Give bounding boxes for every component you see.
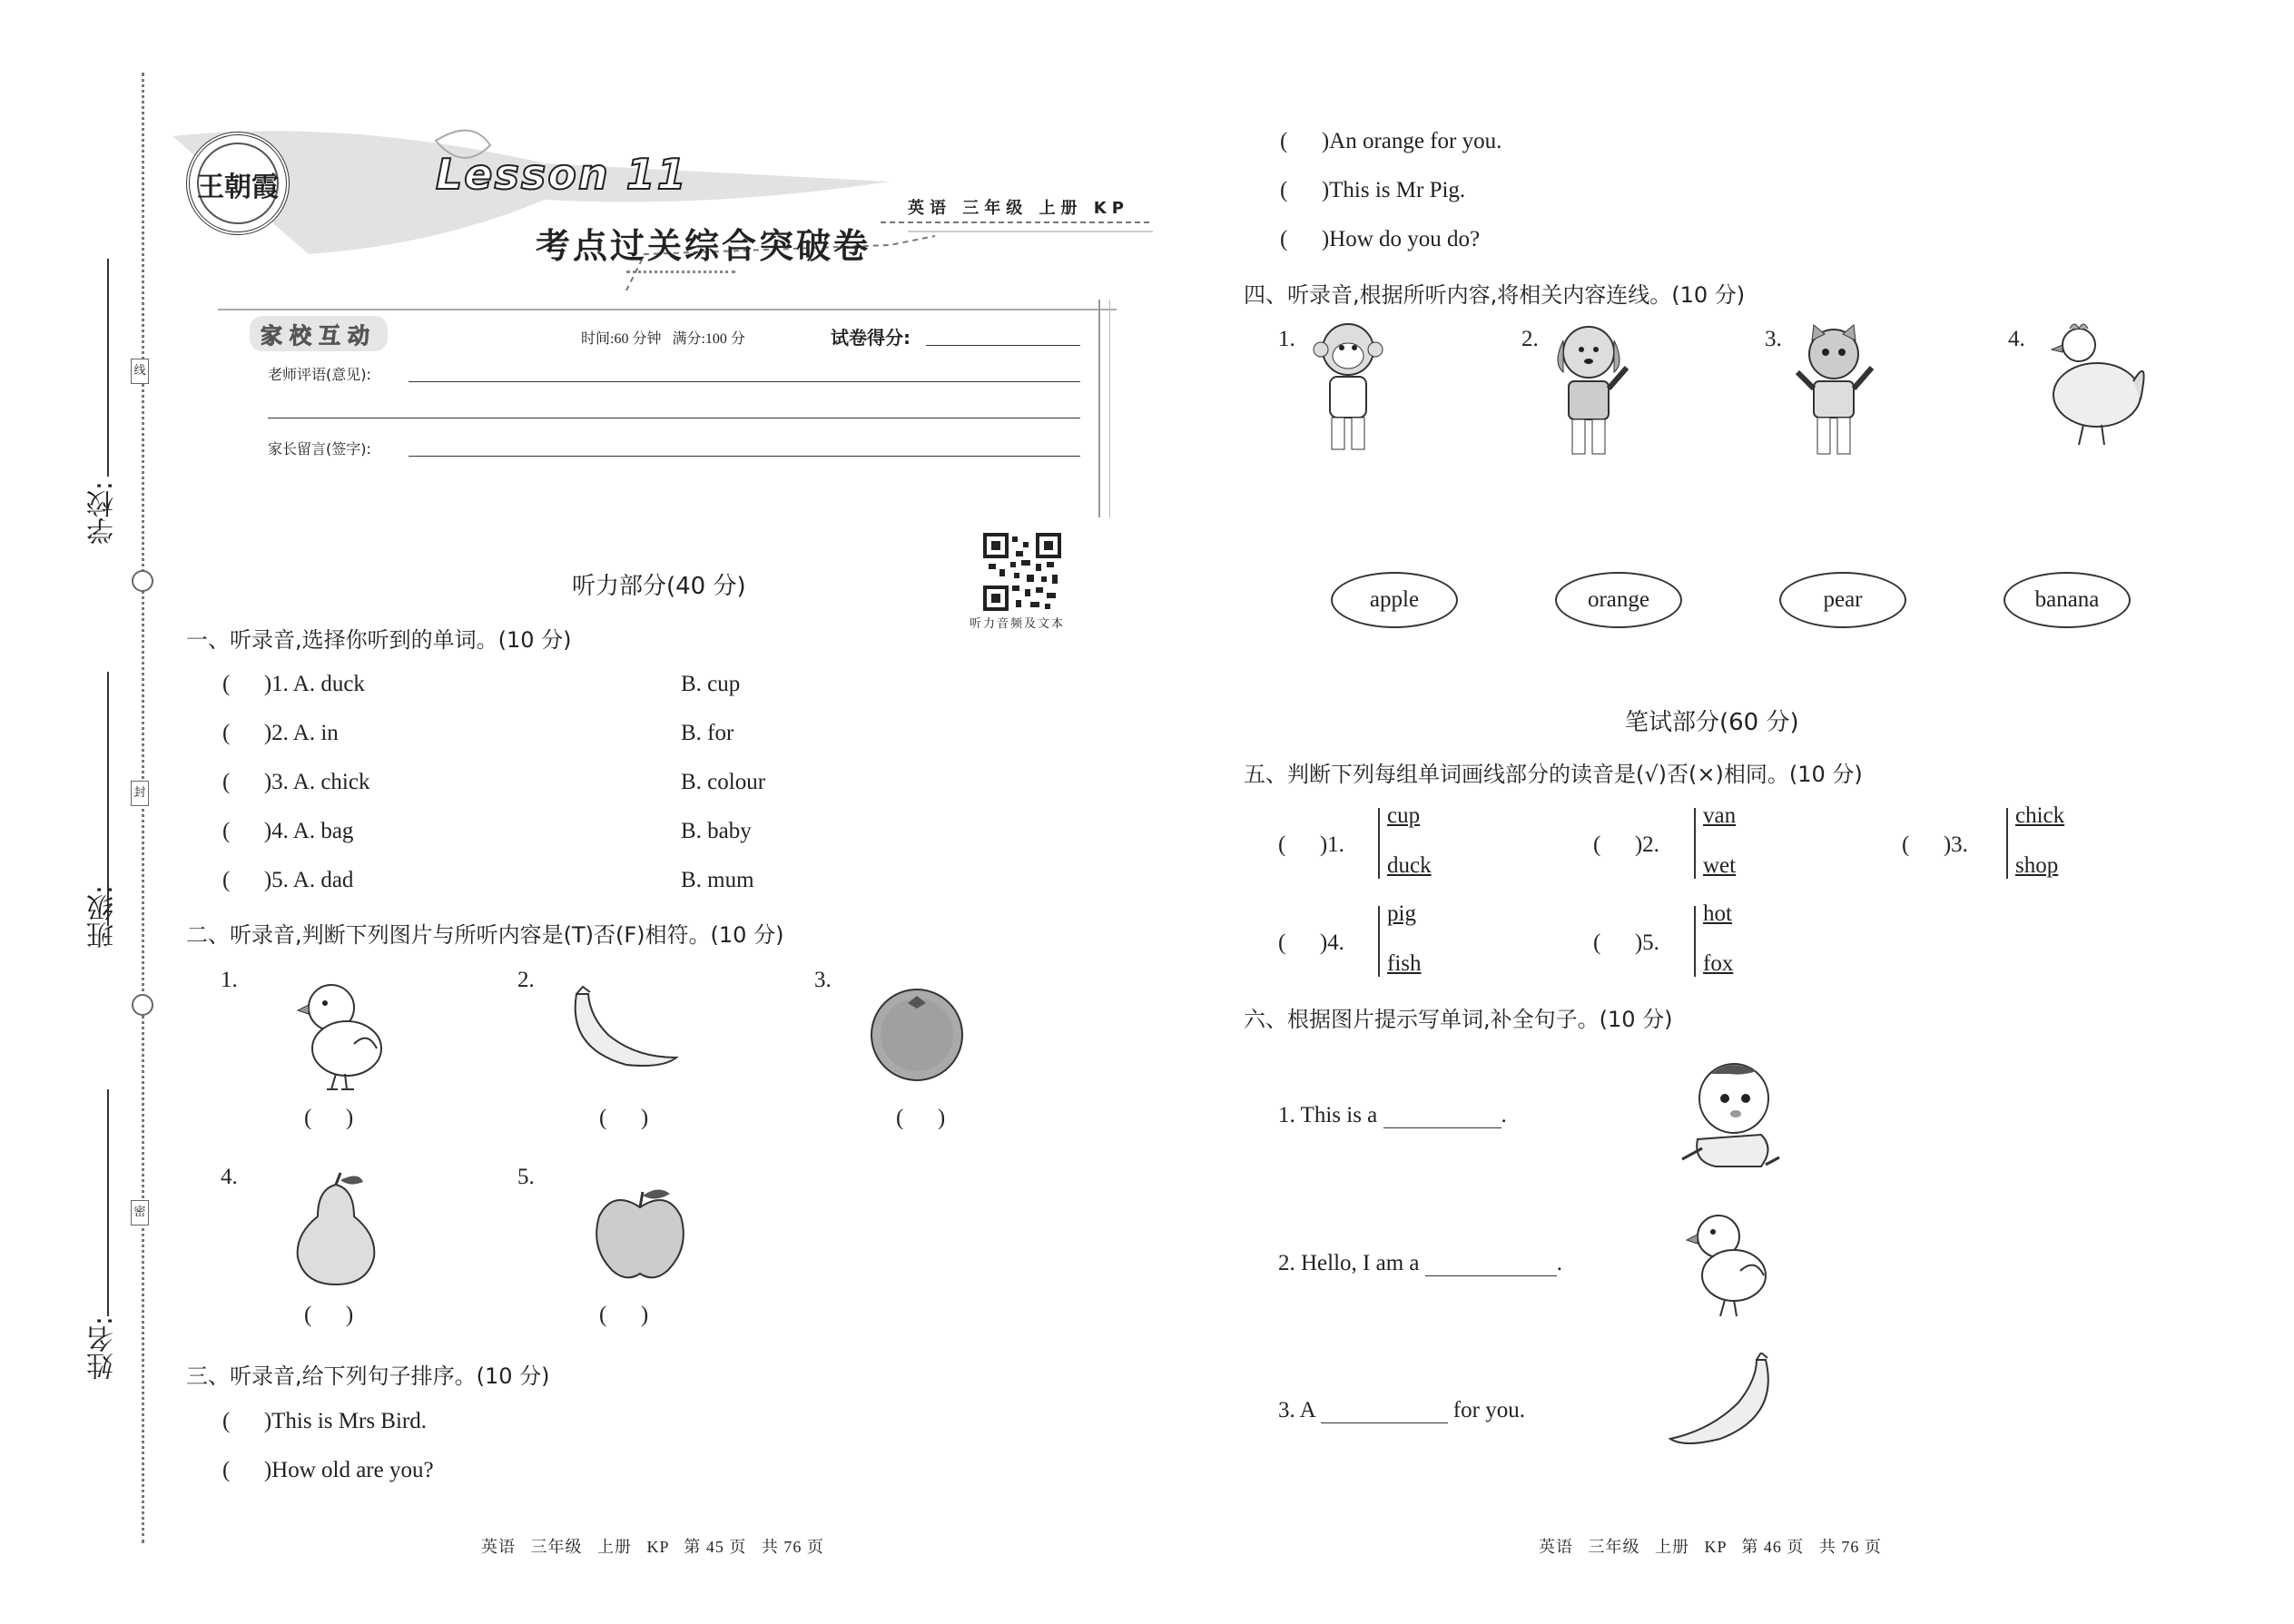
word-oval-apple[interactable]: apple: [1331, 572, 1458, 628]
bracket: [1694, 906, 1696, 977]
word-oval-orange[interactable]: orange: [1555, 572, 1682, 628]
answer-blank[interactable]: (: [1280, 227, 1322, 251]
word-top: [2015, 803, 2064, 829]
answer-blank[interactable]: (: [1280, 129, 1322, 153]
teacher-comment-label: 老师评语(意见):: [268, 366, 371, 383]
word-top: [1703, 901, 1732, 927]
s2-num-4: 4.: [221, 1165, 238, 1189]
fill-blank[interactable]: [1425, 1254, 1557, 1276]
option-a: )1. A. duck: [263, 672, 365, 696]
answer-blank[interactable]: (: [1280, 178, 1322, 202]
brand-logo: [186, 132, 290, 235]
answer-blank[interactable]: (: [222, 770, 264, 794]
hen-icon: [2033, 318, 2151, 454]
school-line: [107, 259, 109, 477]
word-bottom: [1387, 951, 1422, 977]
word-top: [1387, 803, 1420, 829]
answer-blank[interactable]: (: [1902, 832, 1944, 857]
s1-item-1: [222, 672, 365, 697]
answer-blank[interactable]: (: [1278, 930, 1320, 955]
orange-icon: [867, 985, 967, 1085]
logo-text: 王朝霞: [197, 172, 279, 202]
word-top: [1387, 901, 1416, 927]
chick-icon: [1684, 1207, 1775, 1321]
s5-item-2: [1593, 832, 1659, 858]
answer-blank[interactable]: (: [222, 1458, 264, 1482]
qr-code[interactable]: [983, 533, 1061, 611]
chick-icon: [290, 976, 390, 1094]
word-bottom: [2015, 853, 2058, 879]
section-1-title: 一、听录音,选择你听到的单词。(10 分): [186, 627, 572, 653]
s3-item-3: [1280, 129, 1501, 154]
fill-blank[interactable]: [1383, 1106, 1501, 1128]
answer-blank[interactable]: (: [222, 868, 264, 892]
sentence-end: .: [1556, 1251, 1563, 1275]
answer-blank[interactable]: ( ): [896, 1106, 946, 1130]
section-2-title: 二、听录音,判断下列图片与所听内容是(T)否(F)相符。(10 分): [186, 922, 784, 948]
decorative-dots: [626, 271, 735, 273]
baby-icon: [1675, 1058, 1784, 1176]
s1-item-3: [222, 770, 369, 795]
s4-num-3: 3.: [1765, 327, 1782, 351]
sentence: )An orange for you.: [1321, 129, 1502, 153]
word: hot: [1703, 901, 1732, 926]
sentence-start: 3. A: [1278, 1398, 1315, 1422]
option-a: )5. A. dad: [263, 868, 354, 892]
dog-icon: [1543, 318, 1634, 463]
answer-blank[interactable]: (: [222, 1409, 264, 1433]
word-bottom: [1703, 951, 1733, 977]
s6-item-3: [1278, 1398, 1525, 1423]
s5-item-5: [1593, 930, 1659, 956]
s2-num-3: 3.: [814, 968, 832, 992]
word-oval-banana[interactable]: banana: [2004, 572, 2131, 628]
bracket: [1378, 906, 1380, 977]
word-top: [1703, 803, 1736, 829]
s6-item-2: [1278, 1251, 1562, 1276]
answer-blank[interactable]: (: [222, 721, 264, 745]
seal-mark-seal: 封: [131, 781, 149, 806]
divider: [1109, 300, 1110, 517]
section-5-title: 五、判断下列每组单词画线部分的读音是(√)否(×)相同。(10 分): [1244, 762, 1863, 787]
name-line: [107, 1089, 109, 1316]
answer-blank[interactable]: ( ): [599, 1303, 649, 1327]
sentence-end: for you.: [1452, 1398, 1525, 1422]
sentence: )How old are you?: [263, 1458, 434, 1482]
parent-comment-label: 家长留言(签字):: [268, 440, 371, 458]
qr-caption: 听力音频及文本: [970, 617, 1066, 631]
s6-item-1: [1278, 1103, 1507, 1128]
interaction-label: 家校互动: [250, 316, 388, 351]
answer-blank[interactable]: (: [222, 672, 264, 696]
word: pig: [1387, 901, 1416, 926]
sentence: )How do you do?: [1321, 227, 1481, 251]
divider: [218, 309, 1117, 310]
answer-blank[interactable]: ( ): [304, 1303, 354, 1327]
score-label: 试卷得分:: [831, 327, 911, 349]
item-number: )4.: [1319, 930, 1344, 955]
answer-blank[interactable]: (: [222, 819, 264, 843]
word: cup: [1387, 803, 1421, 828]
monkey-icon: [1303, 318, 1393, 458]
class-label: 班级:: [87, 885, 119, 950]
footer-page-45: 英语 三年级 上册 KP 第 45 页 共 76 页: [481, 1538, 824, 1556]
exam-subtitle: 考点过关综合突破卷: [536, 228, 871, 266]
divider: [1098, 300, 1100, 517]
bracket: [1378, 808, 1380, 879]
s1-option-b: B. for: [681, 721, 734, 745]
word: wet: [1703, 853, 1737, 878]
lesson-title: Lesson 11: [436, 150, 688, 199]
section-6-title: 六、根据图片提示写单词,补全句子。(10 分): [1244, 1007, 1673, 1032]
listening-title: 听力部分(40 分): [572, 573, 746, 600]
sentence-start: 2. Hello, I am a: [1278, 1251, 1420, 1275]
footer-page-46: 英语 三年级 上册 KP 第 46 页 共 76 页: [1539, 1538, 1882, 1556]
word: chick: [2015, 803, 2065, 828]
option-a: )3. A. chick: [263, 770, 370, 794]
word-bottom: [1387, 853, 1432, 879]
s4-num-4: 4.: [2008, 327, 2025, 351]
name-label: 姓名:: [87, 1316, 119, 1381]
s4-num-1: 1.: [1278, 327, 1295, 351]
banana-icon: [563, 985, 681, 1076]
s3-item-1: [222, 1409, 427, 1434]
word: fish: [1387, 951, 1422, 976]
s4-num-2: 2.: [1521, 327, 1539, 351]
option-a: )4. A. bag: [263, 819, 354, 843]
word: fox: [1703, 951, 1734, 976]
binding-hole-mark: [132, 570, 153, 592]
binding-hole-mark: [132, 994, 153, 1016]
sentence-end: .: [1501, 1103, 1507, 1127]
pear-icon: [290, 1171, 381, 1289]
seal-mark-secret: 密: [131, 1200, 149, 1225]
answer-blank[interactable]: (: [1593, 832, 1635, 857]
teacher-comment-field[interactable]: [409, 381, 1080, 382]
parent-comment-field[interactable]: [409, 456, 1080, 457]
s3-item-4: [1280, 178, 1465, 203]
book-tag: 英语 三年级 上册 KP: [908, 199, 1129, 218]
word-bottom: [1703, 853, 1736, 879]
s5-item-4: [1278, 930, 1344, 956]
answer-blank[interactable]: ( ): [304, 1106, 354, 1130]
s1-option-b: B. mum: [681, 868, 754, 892]
s2-num-1: 1.: [221, 968, 238, 992]
word: duck: [1387, 853, 1432, 878]
item-number: )5.: [1634, 930, 1659, 955]
binding-dotted-line: [142, 73, 144, 1543]
time-info: 时间:60 分钟 满分:100 分: [581, 331, 745, 347]
item-number: )1.: [1319, 832, 1344, 857]
sentence: )This is Mrs Bird.: [263, 1409, 428, 1433]
answer-blank[interactable]: ( ): [599, 1106, 649, 1130]
writing-title: 笔试部分(60 分): [1625, 709, 1799, 736]
answer-blank[interactable]: (: [1278, 832, 1320, 857]
s1-option-b: B. colour: [681, 770, 766, 794]
s1-option-b: B. baby: [681, 819, 752, 843]
s3-item-5: [1280, 227, 1480, 252]
s2-num-5: 5.: [517, 1165, 535, 1189]
section-4-title: 四、听录音,根据所听内容,将相关内容连线。(10 分): [1244, 282, 1746, 308]
bracket: [1694, 808, 1696, 879]
seal-mark-line: 线: [131, 359, 149, 384]
banana-icon: [1666, 1353, 1779, 1452]
sentence: )This is Mr Pig.: [1321, 178, 1466, 202]
word-oval-pear[interactable]: pear: [1779, 572, 1906, 628]
s5-item-1: [1278, 832, 1344, 858]
section-3-title: 三、听录音,给下列句子排序。(10 分): [186, 1363, 550, 1389]
s1-item-4: [222, 819, 353, 844]
school-label: 学校:: [87, 481, 119, 546]
option-a: )2. A. in: [263, 721, 339, 745]
word: shop: [2015, 853, 2059, 878]
item-number: )2.: [1634, 832, 1659, 857]
s3-item-2: [222, 1458, 434, 1483]
s1-item-5: [222, 868, 353, 893]
cat-icon: [1788, 318, 1879, 463]
answer-blank[interactable]: (: [1593, 930, 1635, 955]
word: van: [1703, 803, 1737, 828]
fill-blank[interactable]: [1321, 1401, 1448, 1423]
apple-icon: [590, 1185, 690, 1284]
s1-item-2: [222, 721, 339, 746]
sentence-start: 1. This is a: [1278, 1103, 1378, 1127]
item-number: )3.: [1943, 832, 1968, 857]
bracket: [2006, 808, 2008, 879]
s5-item-3: [1902, 832, 1968, 858]
s1-option-b: B. cup: [681, 672, 741, 696]
s2-num-2: 2.: [517, 968, 535, 992]
score-field[interactable]: [926, 345, 1080, 346]
